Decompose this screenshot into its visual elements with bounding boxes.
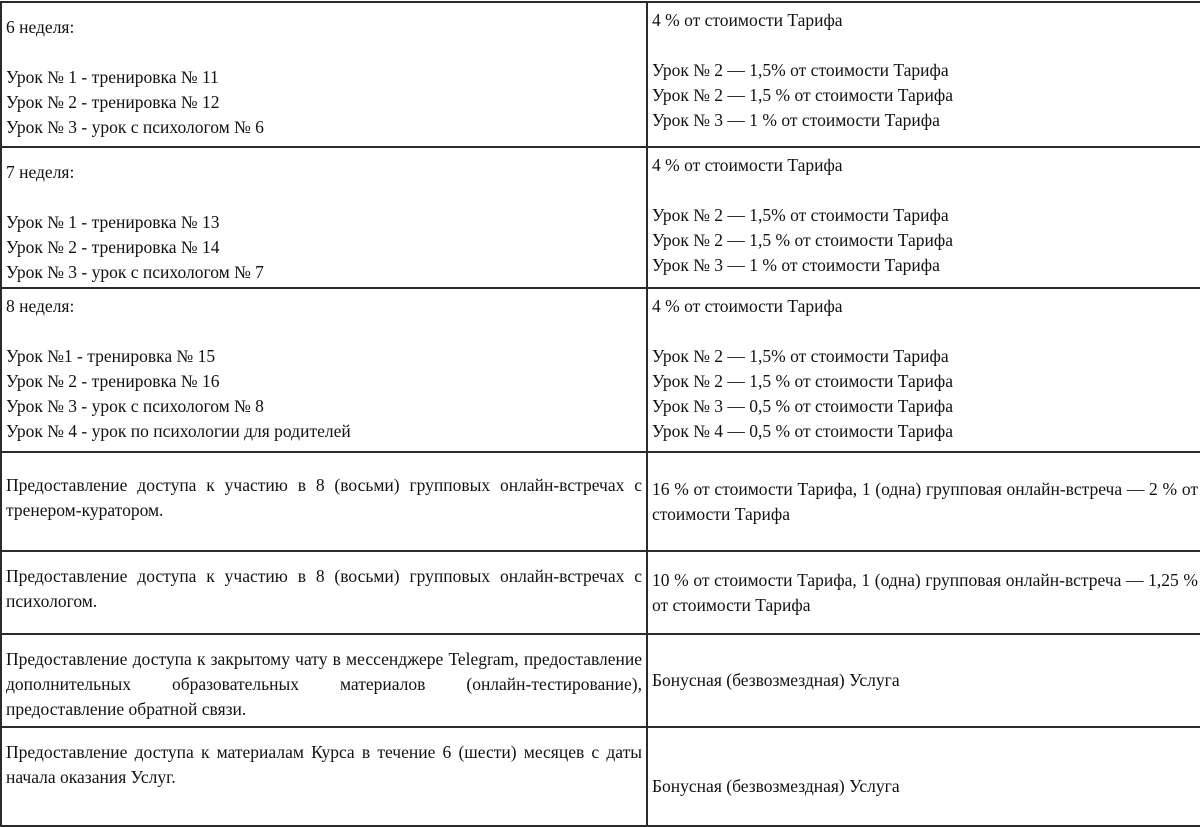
psychologist-meetings-cost: 10 % от стоимости Тарифа, 1 (одна) групповая онлайн-встреча — 1,25 % от стоимости Тарифа	[647, 551, 1200, 634]
telegram-chat-description: Предоставление доступа к закрытому чату в мессенджере Telegram, предоставление дополнительных образовательных материалов (онлайн-тестирование), предоставление обратной связи.	[1, 634, 647, 727]
lesson-item: Урок №1 - тренировка № 15	[6, 346, 216, 366]
lesson-item: Урок № 4 - урок по психологии для родителей	[6, 421, 351, 441]
lesson-item: Урок № 1 - тренировка № 13	[6, 212, 220, 232]
table-row-week-8	[1, 288, 1200, 452]
table-row-week-6	[1, 2, 1200, 147]
table-row-course-materials	[1, 727, 1200, 826]
course-materials-description: Предоставление доступа к материалам Курса в течение 6 (шести) месяцев с даты начала оказания Услуг.	[1, 727, 647, 826]
services-cost-table	[0, 1, 1200, 827]
lesson-cost-item: Урок № 2 — 1,5% от стоимости Тарифа	[652, 60, 949, 80]
lesson-item: Урок № 2 - тренировка № 16	[6, 371, 220, 391]
telegram-chat-cost: Бонусная (безвозмездная) Услуга	[647, 634, 1200, 727]
lesson-cost-item: Урок № 3 — 0,5 % от стоимости Тарифа	[652, 396, 954, 416]
table-row-psychologist-meetings	[1, 551, 1200, 634]
week-7-cost-cell	[647, 147, 1200, 288]
lesson-item: Урок № 3 - урок с психологом № 8	[6, 396, 264, 416]
lesson-cost-item: Урок № 3 — 1 % от стоимости Тарифа	[652, 110, 940, 130]
week-7-lessons-cell	[1, 147, 647, 288]
lesson-item: Урок № 3 - урок с психологом № 7	[6, 262, 264, 282]
table-row-telegram-chat	[1, 634, 1200, 727]
lesson-item: Урок № 3 - урок с психологом № 6	[6, 117, 264, 137]
lesson-cost-item: Урок № 4 — 0,5 % от стоимости Тарифа	[652, 421, 954, 441]
table-row-week-7	[1, 147, 1200, 288]
week-title: 7 неделя:	[6, 162, 75, 182]
table-row-coach-meetings	[1, 452, 1200, 551]
coach-meetings-cost: 16 % от стоимости Тарифа, 1 (одна) групповая онлайн-встреча — 2 % от стоимости Тарифа	[647, 452, 1200, 551]
lesson-cost-item: Урок № 2 — 1,5% от стоимости Тарифа	[652, 346, 949, 366]
week-title: 8 неделя:	[6, 296, 75, 316]
week-cost-total: 4 % от стоимости Тарифа	[652, 155, 843, 175]
lesson-cost-item: Урок № 2 — 1,5 % от стоимости Тарифа	[652, 371, 954, 391]
lesson-item: Урок № 2 - тренировка № 14	[6, 237, 220, 257]
week-cost-total: 4 % от стоимости Тарифа	[652, 296, 843, 316]
week-8-lessons-cell	[1, 288, 647, 452]
week-6-lessons-cell	[1, 2, 647, 147]
week-title: 6 неделя:	[6, 17, 75, 37]
lesson-item: Урок № 1 - тренировка № 11	[6, 67, 219, 87]
lesson-cost-item: Урок № 3 — 1 % от стоимости Тарифа	[652, 255, 940, 275]
psychologist-meetings-description: Предоставление доступа к участию в 8 (восьми) групповых онлайн-встречах с психологом.	[1, 551, 647, 634]
lesson-cost-item: Урок № 2 — 1,5 % от стоимости Тарифа	[652, 85, 954, 105]
lesson-item: Урок № 2 - тренировка № 12	[6, 92, 220, 112]
week-6-cost-cell	[647, 2, 1200, 147]
coach-meetings-description: Предоставление доступа к участию в 8 (восьми) групповых онлайн-встречах с тренером-куратором.	[1, 452, 647, 551]
course-materials-cost: Бонусная (безвозмездная) Услуга	[647, 727, 1200, 826]
week-8-cost-cell	[647, 288, 1200, 452]
lesson-cost-item: Урок № 2 — 1,5 % от стоимости Тарифа	[652, 230, 954, 250]
week-cost-total: 4 % от стоимости Тарифа	[652, 10, 843, 30]
lesson-cost-item: Урок № 2 — 1,5% от стоимости Тарифа	[652, 205, 949, 225]
